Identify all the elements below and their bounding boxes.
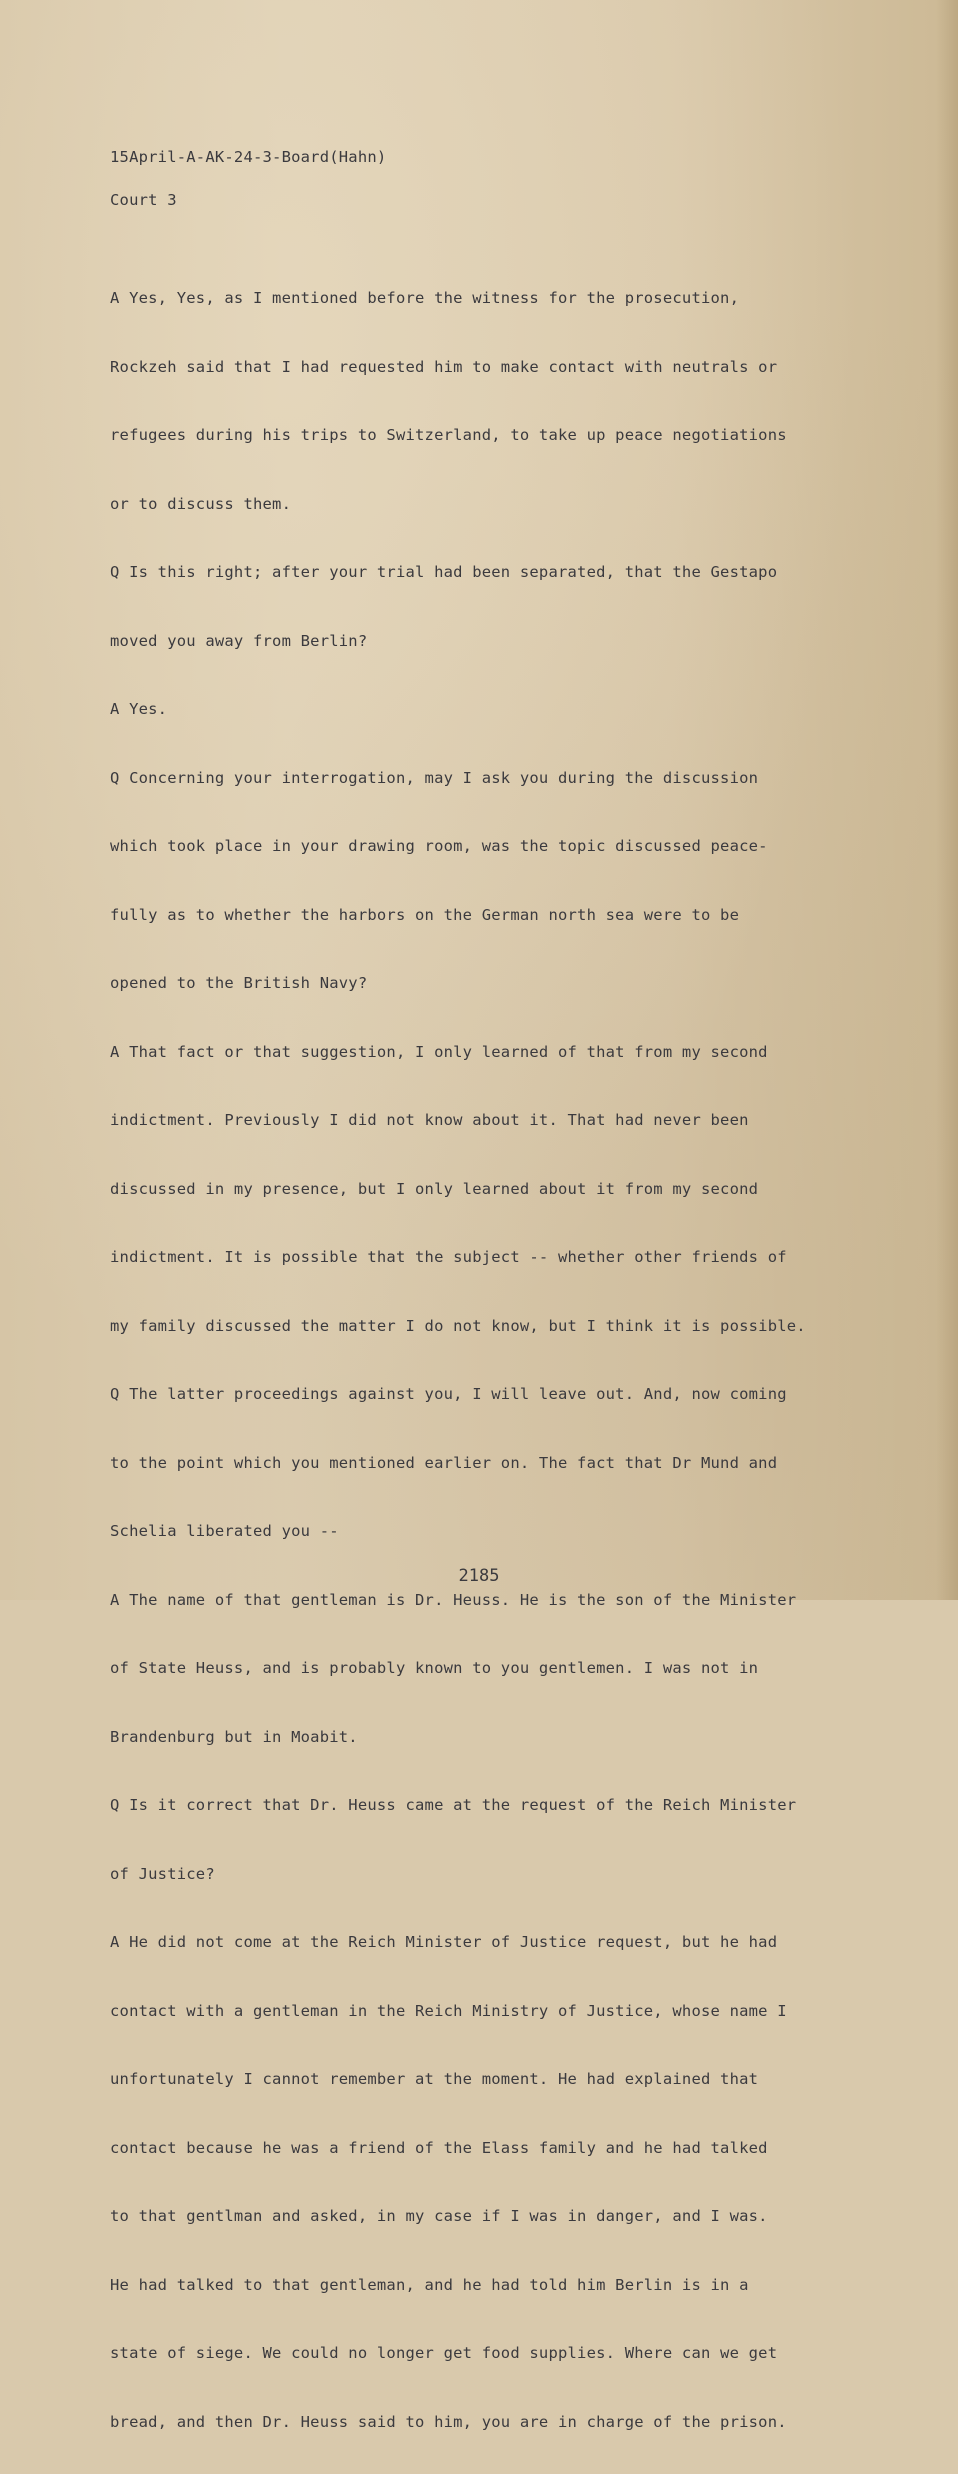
transcript-line: Brandenburg but in Moabit. [110,1727,358,1746]
document-header: 15April-A-AK-24-3-Board(Hahn) [110,148,387,166]
transcript-line: discussed in my presence, but I only learned about it from my second [110,1179,759,1198]
transcript-line: of State Heuss, and is probably known to you gentlemen. I was not in [110,1659,759,1677]
transcript-line: Q Is it correct that Dr. Heuss came at the request of the Reich Minister [110,1796,797,1814]
transcript-line: A That fact or that suggestion, I only learned of that from my second [110,1042,768,1061]
court-label: Court 3 [110,191,177,209]
transcript-line: of Justice? [110,1864,215,1883]
transcript-line: moved you away from Berlin? [110,631,368,650]
transcript-line: indictment. It is possible that the subject -- whether other friends of [110,1248,787,1266]
transcript-line: contact because he was a friend of the Elass family and he had talked [110,2138,768,2157]
transcript-line: contact with a gentleman in the Reich Ministry of Justice, whose name I [110,2001,787,2020]
transcript-line: fully as to whether the harbors on the German north sea were to be [110,905,740,924]
transcript-line: to the point which you mentioned earlier on. The fact that Dr Mund and [110,1453,778,1472]
transcript-line: Schelia liberated you -- [110,1522,339,1540]
transcript-line: unfortunately I cannot remember at the moment. He had explained that [110,2070,759,2088]
transcript-line: Rockzeh said that I had requested him to make contact with neutrals or [110,357,778,376]
transcript-line: Q Concerning your interrogation, may I ask you during the discussion [110,768,759,787]
transcript-body [110,246,940,2474]
transcript-line: opened to the British Navy? [110,974,368,992]
transcript-line: He had talked to that gentleman, and he had told him Berlin is in a [110,2275,749,2294]
transcript-line: to that gentlman and asked, in my case if I was in danger, and I was. [110,2207,768,2225]
page-number: 2185 [458,1566,500,1586]
transcript-line: refugees during his trips to Switzerland, to take up peace negotiations [110,426,787,444]
transcript-line: indictment. Previously I did not know about it. That had never been [110,1111,749,1129]
transcript-line: A The name of that gentleman is Dr. Heuss. He is the son of the Minister [110,1590,797,1609]
transcript-line: bread, and then Dr. Heuss said to him, you are in charge of the prison. [110,2412,787,2431]
transcript-line: or to discuss them. [110,494,292,513]
transcript-line: Q Is this right; after your trial had been separated, that the Gestapo [110,563,778,581]
transcript-line: my family discussed the matter I do not know, but I think it is possible. [110,1316,806,1335]
transcript-line: A Yes. [110,700,168,718]
transcript-line: A He did not come at the Reich Minister of Justice request, but he had [110,1933,778,1951]
transcript-line: state of siege. We could no longer get food supplies. Where can we get [110,2344,778,2362]
transcript-line: Q The latter proceedings against you, I will leave out. And, now coming [110,1385,787,1403]
transcript-line: A Yes, Yes, as I mentioned before the witness for the prosecution, [110,289,740,307]
transcript-line: which took place in your drawing room, was the topic discussed peace- [110,837,768,855]
